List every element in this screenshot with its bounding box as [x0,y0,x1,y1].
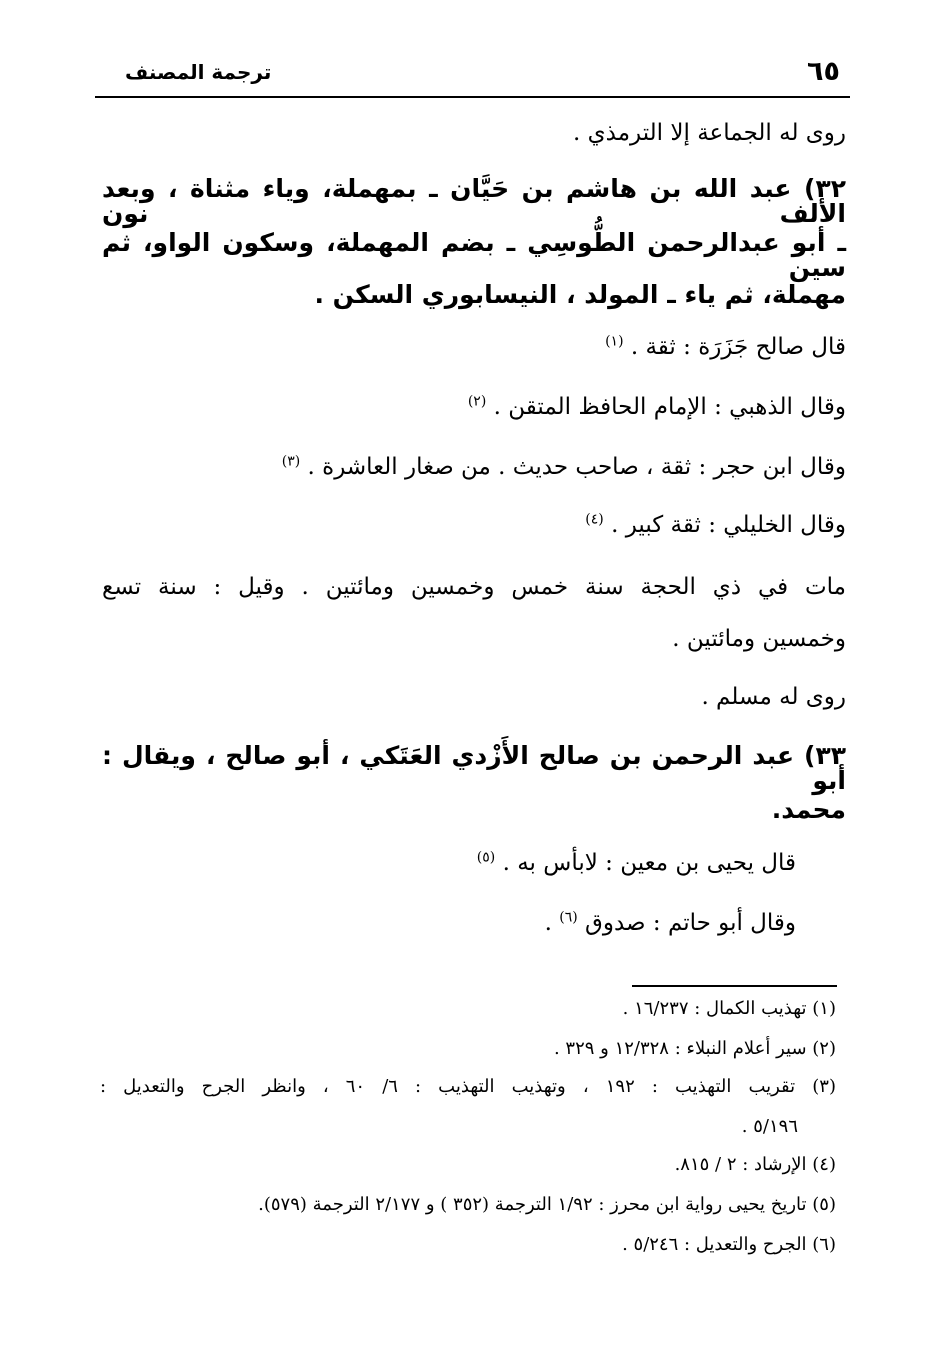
entry-text-line: محمد. [771,795,846,824]
footnote-5: (٥) تاريخ يحيى رواية ابن محرز : ١/٩٢ الترجمة (٣٥٢ ) و ٢/١٧٧ الترجمة (٥٧٩). [258,1194,836,1215]
footnote-ref: (٤) [585,511,604,528]
quote-text: قال يحيى بن معين : لابأس به . [502,850,796,876]
entry-heading-32: ٣٢) عبد الله بن هاشم بن حَيَّان ـ بمهملة، وياء مثناة ، وبعد الألف نون [102,174,846,228]
quote-text: وقال أبو حاتم : صدوق [585,910,796,936]
text-line [585,511,846,538]
text-line: مات في ذي الحجة سنة خمس وخمسين ومائتين . وقيل : سنة تسع [102,574,846,600]
text-line [605,333,846,360]
footnote-ref: (٢) [467,393,487,410]
footnote-ref: (٥) [476,849,496,866]
footnote-3-continued: ٥/١٩٦ . [741,1116,798,1137]
quote-text-end: . [544,910,552,936]
footnote-ref: (١) [605,333,624,350]
entry-text-line: ـ أبو عبدالرحمن الطُّوسِي ـ بضم المهملة، وسكون الواو، ثم سين [102,228,846,282]
page-header [95,50,850,98]
text-line [467,393,846,420]
footnote-4: (٤) الإرشاد : ٢ / ٨١٥. [674,1154,836,1175]
footnote-1: (١) تهذيب الكمال : ١٦/٢٣٧ . [622,998,836,1019]
quote-text: قال صالح جَزَرَة : ثقة . [630,334,846,360]
text-line [476,849,796,876]
quote-text: وقال ابن حجر : ثقة ، صاحب حديث . من صغار العاشرة . [307,454,846,480]
footnote-6: (٦) الجرح والتعديل : ٥/٢٤٦ . [622,1234,836,1255]
quote-text: وقال الخليلي : ثقة كبير . [611,512,846,538]
text-line [281,453,846,480]
footnote-divider [632,985,837,987]
entry-heading-33: ٣٣) عبد الرحمن بن صالح الأَزْدي العَتَكي ، أبو صالح ، ويقال : أبو [102,741,846,795]
footnote-ref: (٣) [281,453,301,470]
quote-text: وقال الذهبي : الإمام الحافظ المتقن . [493,394,846,420]
footnote-ref: (٦) [559,909,578,926]
footnote-2: (٢) سير أعلام النبلاء : ١٢/٣٢٨ و ٣٢٩ . [553,1038,836,1059]
text-line: وخمسين ومائتين . [672,626,846,652]
text-line [544,909,796,936]
text-line: روى له الجماعة إلا الترمذي . [573,120,846,146]
footnote-3: (٣) تقريب التهذيب : ١٩٢ ، وتهذيب التهذيب : ٦/ ٦٠ ، وانظر الجرح والتعديل : [100,1076,836,1097]
text-line: روى له مسلم . [701,684,846,710]
running-title: ترجمة المصنف [125,60,272,84]
page-number: ٦٥ [807,56,840,87]
entry-text-line: مهملة، ثم ياء ـ المولد ، النيسابوري السكن . [314,280,846,309]
